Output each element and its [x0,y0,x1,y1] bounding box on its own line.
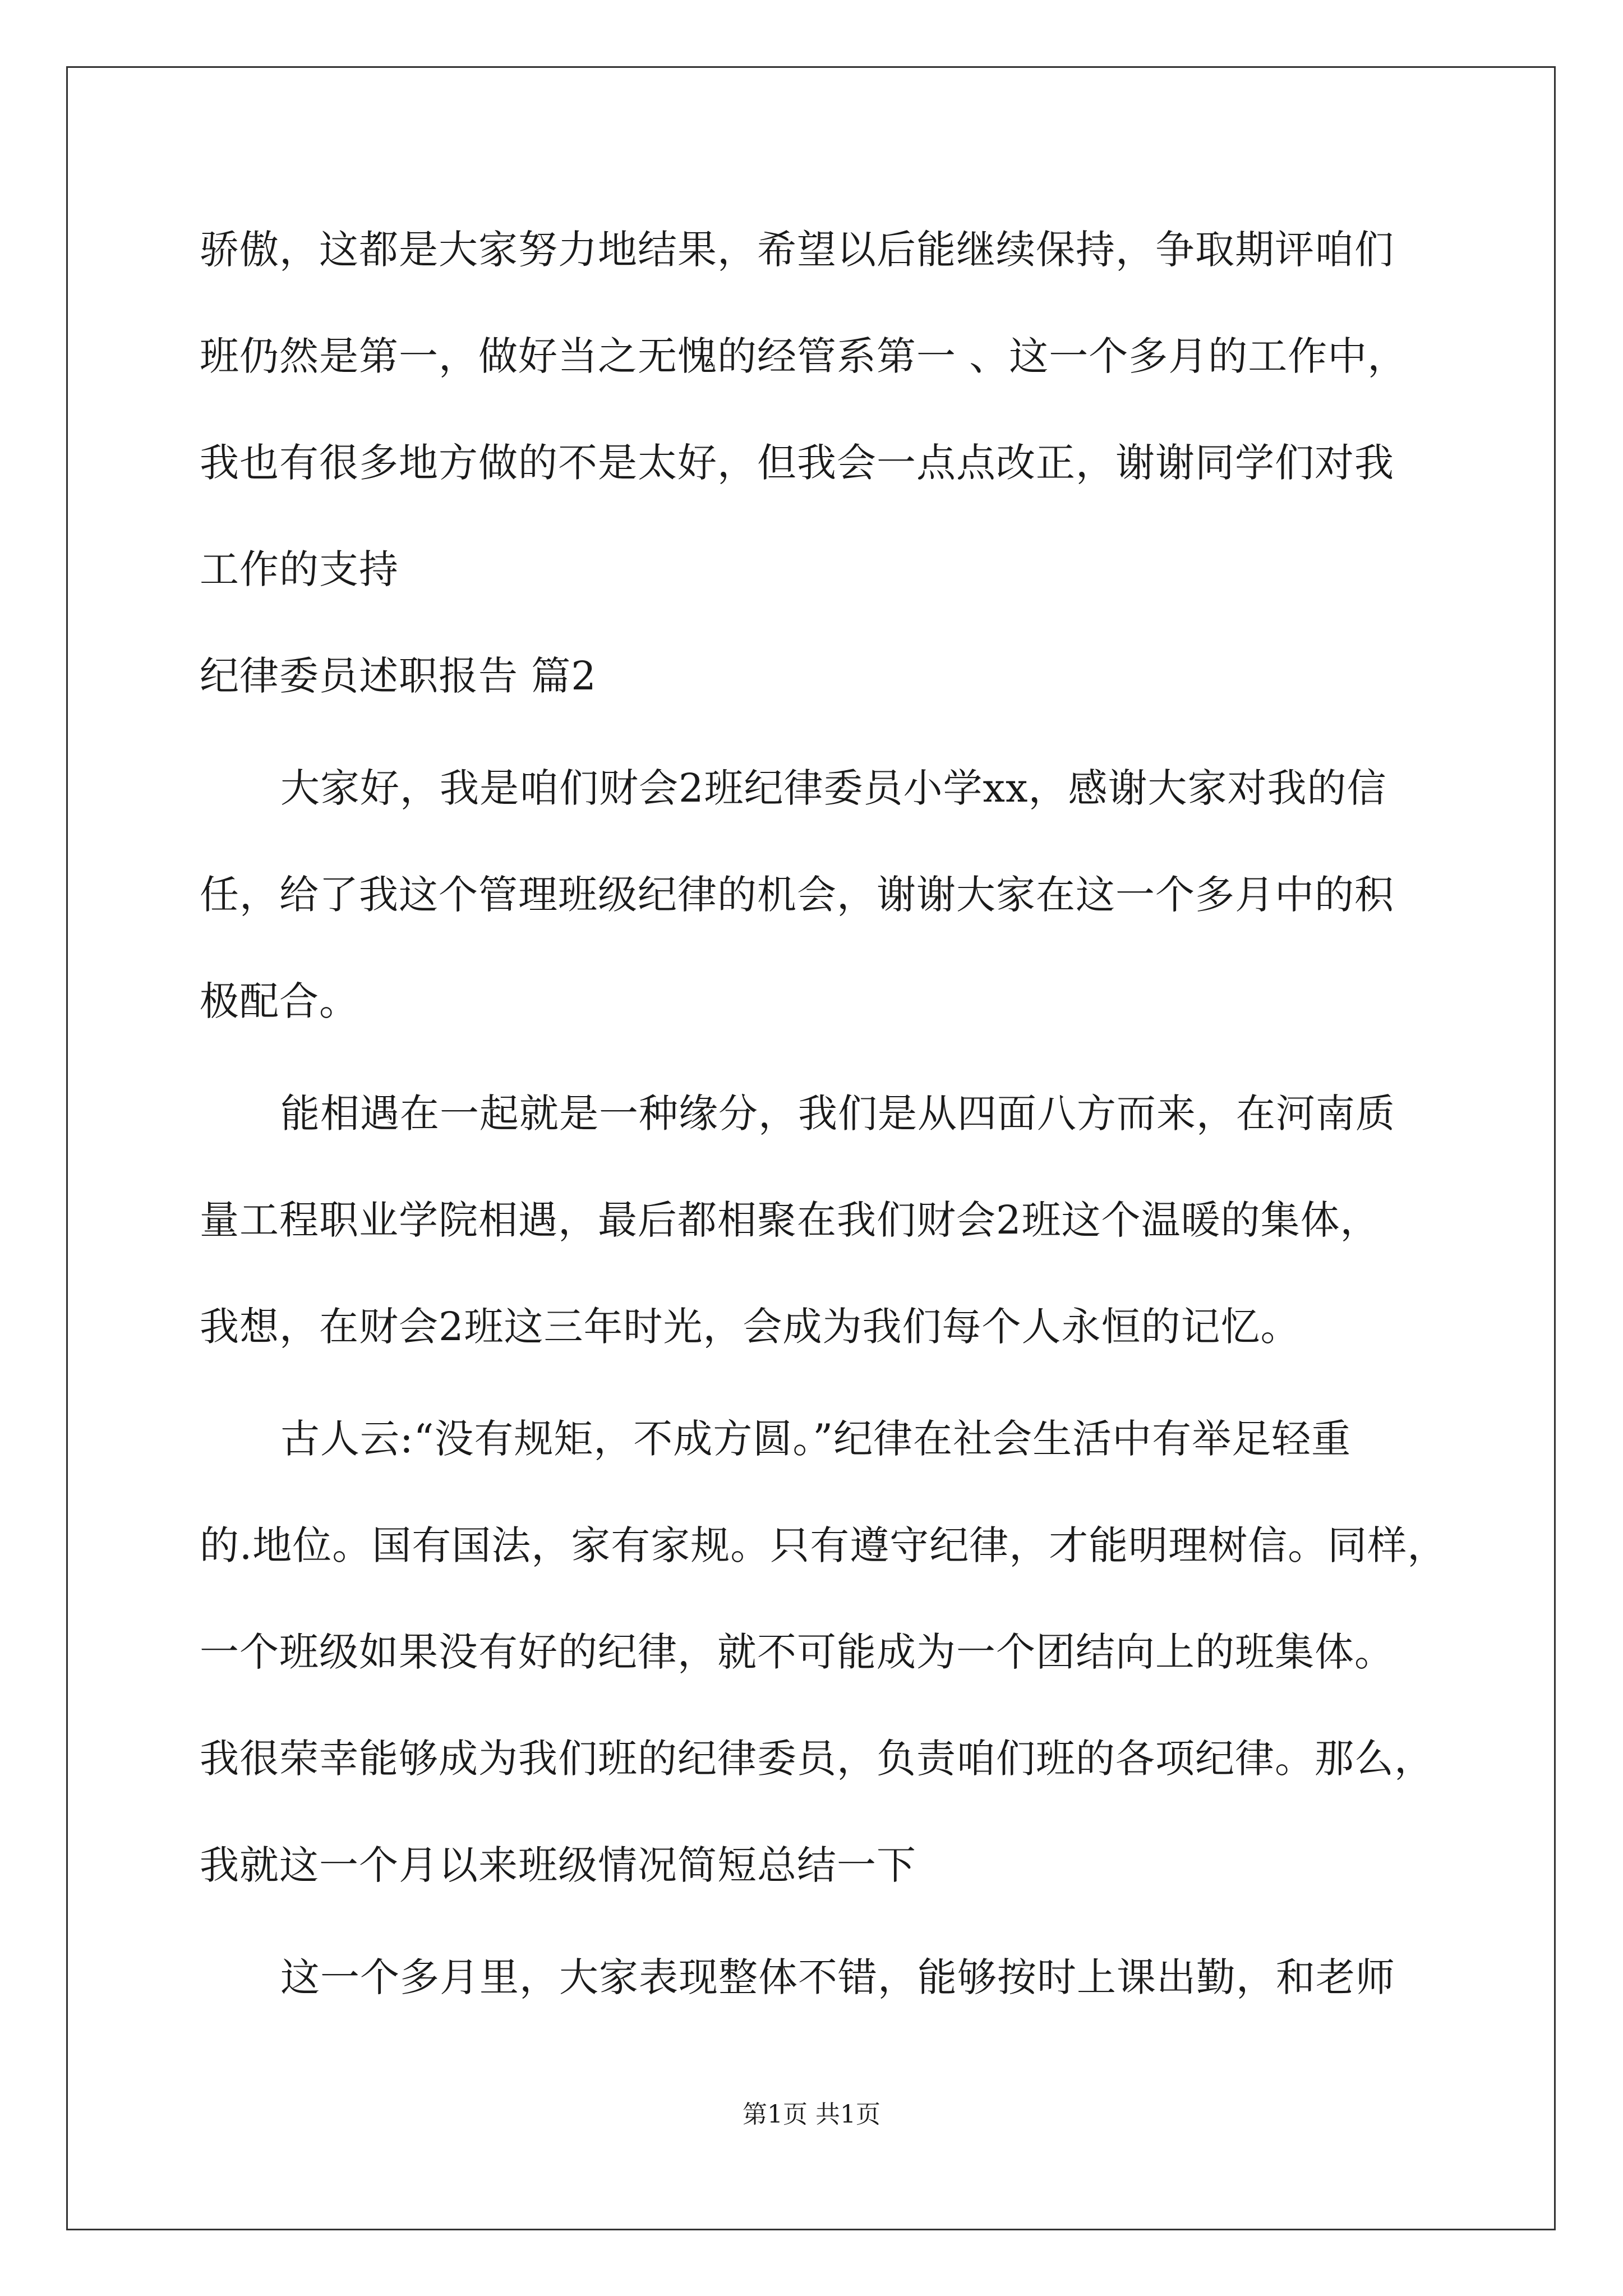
body-line: 这一个多月里，大家表现整体不错，能够按时上课出勤，和老师 [280,1954,1395,2000]
body-line: 我就这一个月以来班级情况简短总结一下 [200,1842,916,1888]
body-line: 我也有很多地方做的不是太好，但我会一点点改正，谢谢同学们对我 [200,440,1394,486]
page-border [66,66,1556,2230]
body-line: 我想，在财会2班这三年时光，会成为我们每个人永恒的记忆。 [200,1304,1301,1350]
section-heading: 纪律委员述职报告 篇2 [200,653,597,699]
body-line: 我很荣幸能够成为我们班的纪律委员，负责咱们班的各项纪律。那么， [200,1736,1434,1782]
body-line: 大家好，我是咱们财会2班纪律委员小学xx，感谢大家对我的信 [280,765,1387,811]
body-line: 一个班级如果没有好的纪律，就不可能成为一个团结向上的班集体。 [200,1629,1394,1675]
body-line: 能相遇在一起就是一种缘分，我们是从四面八方而来，在河南质 [280,1091,1395,1137]
body-line: 骄傲，这都是大家努力地结果，希望以后能继续保持，争取期评咱们 [200,227,1394,273]
body-line: 的.地位。国有国法，家有家规。只有遵守纪律，才能明理树信。同样， [200,1522,1447,1568]
page-footer: 第1页 共1页 [743,2100,880,2129]
body-line: 任，给了我这个管理班级纪律的机会，谢谢大家在这一个多月中的积 [200,872,1394,918]
body-line: 极配合。 [200,978,359,1024]
body-line: 班仍然是第一，做好当之无愧的经管系第一 、这一个多月的工作中， [200,333,1408,379]
body-line: 古人云:“没有规矩，不成方圆。”纪律在社会生活中有举足轻重 [280,1416,1352,1462]
body-line: 工作的支持 [200,546,399,592]
body-line: 量工程职业学院相遇，最后都相聚在我们财会2班这个温暖的集体， [200,1197,1380,1243]
